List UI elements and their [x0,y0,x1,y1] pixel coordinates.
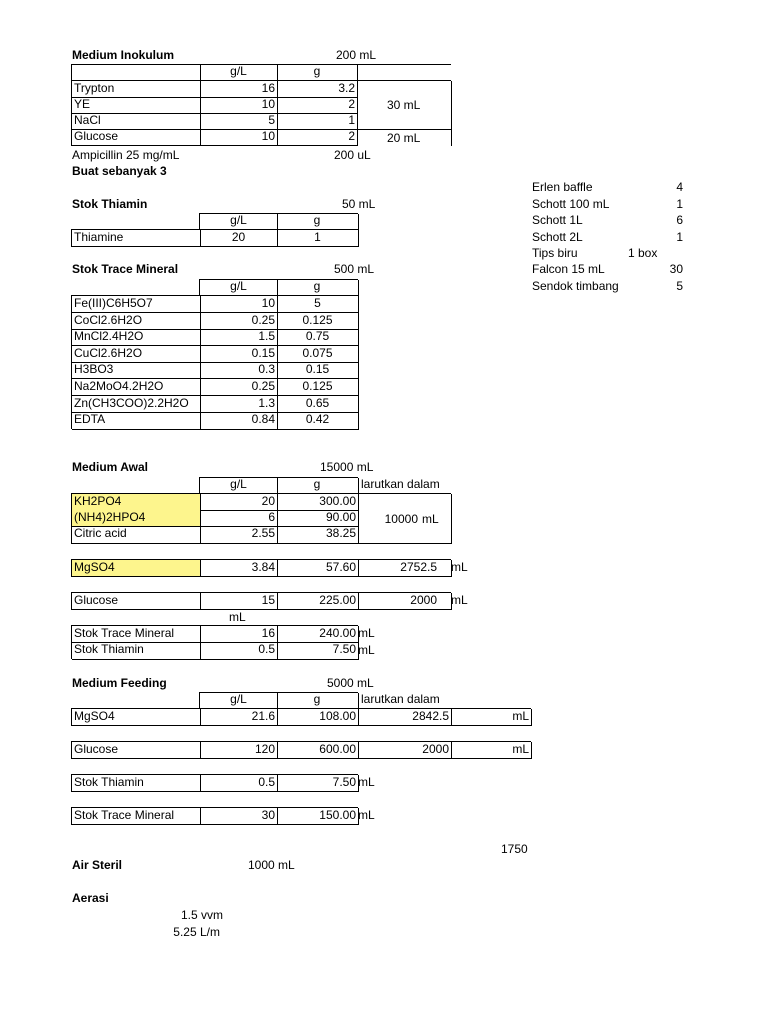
inokulum-title: Medium Inokulum [72,48,174,62]
row-gl: 20 [200,494,278,511]
feeding-header [199,692,358,709]
row-g: 300.00 [277,494,359,511]
feeding-thiamin-unit: mL [358,775,375,789]
row-g: 0.15 [277,362,359,379]
table-row [72,81,201,98]
equipment-qty: 5 [676,279,683,293]
row-g: 240.00 [277,626,359,643]
inokulum-head-gl: g/L [230,64,247,78]
row-g: 7.50 [277,775,359,792]
row-name: Glucose [72,593,201,610]
feeding-title: Medium Feeding [72,676,167,690]
inokulum-volume: 200 mL [336,48,377,62]
row-name: MgSO4 [72,560,201,577]
equipment-name: Schott 100 mL [532,197,610,211]
feeding-glucose-row [71,741,531,759]
row-gl: 2.55 [200,526,278,544]
row-name: Stok Thiamin [72,642,201,660]
row-gl: 10 [200,97,278,114]
row-name: EDTA [72,412,201,430]
awal-glucose-row [71,592,451,610]
trace-table [71,295,358,429]
row-gl: 120 [200,742,278,759]
row-gl: 0.25 [200,313,278,330]
row-name: H3BO3 [72,362,201,379]
feeding-head-g: g [313,692,321,706]
thiamin-title: Stok Thiamin [72,197,148,211]
feeding-head-dissolve: larutkan dalam [361,692,440,706]
glucose-extra: 20 mL [387,131,421,145]
row-g: 90.00 [277,510,359,527]
feeding-mgso4-row [71,708,531,726]
row-gl: 5 [200,113,278,130]
table-row [72,97,201,114]
row-g: 5 [277,296,359,313]
row-g: 150.00 [277,808,359,825]
row-name: Glucose [74,129,119,143]
row-gl: 0.3 [200,362,278,379]
row-vol [358,560,452,577]
row-gl: 0.15 [200,346,278,363]
row-name: Fe(III)C6H5O7 [72,296,201,313]
row-g: 38.25 [277,526,359,544]
row-g: 108.00 [277,709,359,726]
salts-dissolve-unit: mL [422,512,439,526]
row-gl: 21.6 [200,709,278,726]
row-vol [358,593,452,610]
row-g: 2 [277,97,358,114]
feeding-volume: 5000 mL [327,676,374,690]
feeding-head-gl: g/L [230,692,247,706]
table-cell [72,65,201,81]
row-name: Stok Trace Mineral [72,626,201,643]
row-vol: 2000 [358,742,452,759]
awal-salts-table [71,493,451,544]
air-steril-label: Air Steril [72,858,123,872]
awal-glucose-unit: mL [451,593,468,607]
row-g: 0.42 [277,412,359,430]
row-g: 0.125 [277,379,359,396]
row-name: (NH4)2HPO4 [72,510,201,527]
equipment-qty: 1 box [628,246,658,260]
row-unit: mL [451,742,532,759]
ye-extra: 30 mL [387,98,421,112]
awal-header [199,477,358,494]
row-g: 0.075 [277,346,359,363]
row-gl: 16 [200,81,278,98]
row-name: Trypton [74,81,115,95]
row-g: 600.00 [277,742,359,759]
row-gl: 0.5 [200,775,278,792]
table-row [72,129,201,146]
row-g: 0.75 [277,329,359,346]
feeding-trace-unit: mL [358,808,375,822]
awal-head-dissolve: larutkan dalam [361,477,440,491]
row-unit: mL [451,709,532,726]
row-g: 0.125 [277,313,359,330]
aerasi-vvm: 1.5 vvm [180,908,223,922]
air-steril-value: 1000 mL [248,858,295,872]
row-gl: 15 [200,593,278,610]
table-cell [277,65,358,81]
row-gl: 10 [200,129,278,146]
row-name: YE [74,97,91,111]
row-gl: 1.3 [200,396,278,413]
row-vol: 2842.5 [358,709,452,726]
awal-stock-unit: mL [358,626,375,640]
equipment-name: Falcon 15 mL [532,262,605,276]
row-vol-value: 2000 [410,593,437,607]
salts-dissolve-value: 10000 [384,512,418,526]
thiamin-head-g: g [313,213,321,227]
row-name: Stok Trace Mineral [72,808,201,825]
aerasi-lpm: 5.25 L/m [173,925,220,939]
row-g: 1 [277,230,359,247]
thiamin-volume: 50 mL [342,197,376,211]
row-ml: 16 [200,626,278,643]
table-row [72,113,201,130]
inokulum-note: Buat sebanyak 3 [72,164,167,178]
row-name: Stok Thiamin [72,775,201,792]
awal-head-g: g [313,477,321,491]
row-name: Glucose [72,742,201,759]
awal-mgso4-row [71,559,451,577]
ampicillin-value: 200 uL [334,148,371,162]
row-vol-value: 2752.5 [400,560,437,574]
row-name: MnCl2.4H2O [72,329,201,346]
trace-header [199,279,358,296]
thiamin-head-gl: g/L [230,213,247,227]
row-g: 225.00 [277,593,359,610]
trace-volume: 500 mL [334,262,375,276]
equipment-name: Schott 1L [532,213,583,227]
row-gl: 10 [200,296,278,313]
aerasi-label: Aerasi [72,891,109,905]
row-g: 7.50 [277,642,359,660]
row-gl: 20 [200,230,278,247]
table-cell [200,65,278,81]
thiamin-header [199,213,358,230]
equipment-qty: 1 [676,197,683,211]
row-gl: 1.5 [200,329,278,346]
inokulum-head-g: g [313,64,321,78]
feeding-trace-row [71,807,358,825]
row-gl: 0.84 [200,412,278,430]
row-g: 3.2 [277,81,358,98]
row-name: KH2PO4 [72,494,201,511]
equipment-qty: 6 [676,213,683,227]
thiamin-table [71,229,358,247]
trace-head-g: g [313,279,321,293]
row-name: Zn(CH3COO)2.2H2O [72,396,201,413]
trace-head-gl: g/L [230,279,247,293]
row-name: CoCl2.6H2O [72,313,201,330]
equipment-name: Schott 2L [532,230,583,244]
awal-stock-unit: mL [358,643,375,657]
row-gl: 0.25 [200,379,278,396]
awal-mgso4-unit: mL [451,560,468,574]
row-g: 0.65 [277,396,359,413]
equipment-qty: 4 [676,180,683,194]
row-g: 1 [277,113,358,130]
row-g: 57.60 [277,560,359,577]
row-name: MgSO4 [72,709,201,726]
inokulum-table [71,64,451,146]
row-g: 2 [277,129,358,146]
row-name: Thiamine [72,230,201,247]
ampicillin-label: Ampicillin 25 mg/mL [72,148,180,162]
trace-title: Stok Trace Mineral [72,262,179,276]
equipment-qty: 30 [669,262,683,276]
row-name: Citric acid [72,526,201,544]
awal-volume: 15000 mL [320,460,374,474]
row-name: Na2MoO4.2H2O [72,379,201,396]
awal-ml-head: mL [229,610,246,624]
awal-head-gl: g/L [230,477,247,491]
equipment-name: Tips biru [532,246,578,260]
equipment-name: Sendok timbang [532,279,619,293]
row-gl: 6 [200,510,278,527]
awal-title: Medium Awal [72,460,149,474]
row-ml: 0.5 [200,642,278,660]
row-name: CuCl2.6H2O [72,346,201,363]
total-value: 1750 [501,842,528,856]
equipment-qty: 1 [676,230,683,244]
awal-stocks-table [71,625,358,659]
feeding-thiamin-row [71,774,358,792]
equipment-name: Erlen baffle [532,180,593,194]
row-gl: 30 [200,808,278,825]
row-name: NaCl [74,113,101,127]
row-gl: 3.84 [200,560,278,577]
